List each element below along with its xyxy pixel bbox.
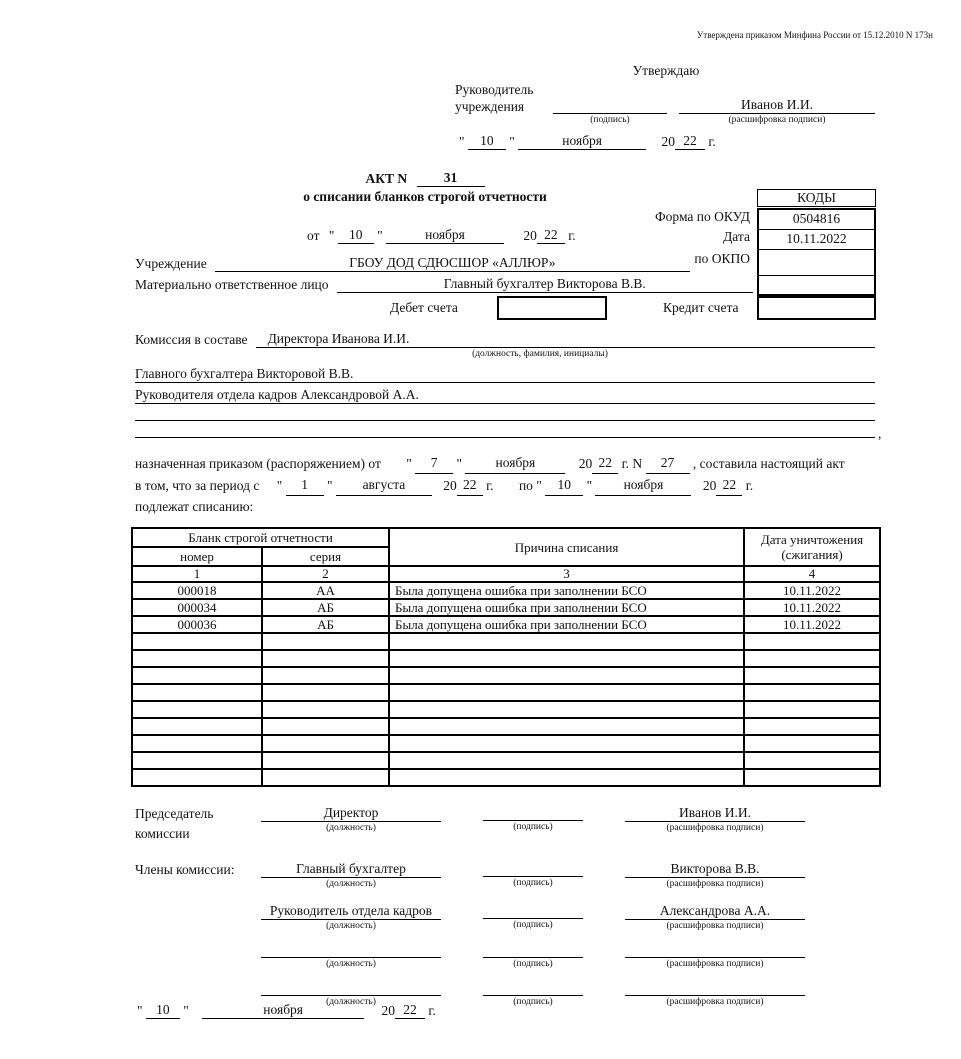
signature-field: (подпись): [483, 860, 583, 893]
act-date-day: 10: [338, 227, 374, 244]
signature-field: (подпись): [483, 804, 583, 844]
period-from-year: 22: [457, 474, 483, 496]
table-row: 000018 АА Была допущена ошибка при заполнении БСО 10.11.2022: [132, 582, 880, 599]
approval-order-note: Утверждена приказом Минфина России от 15.12.2010 N 173н: [696, 30, 933, 40]
name-field: Иванов И.И. (расшифровка подписи): [625, 804, 805, 844]
position-field: Руководитель отдела кадров (должность): [261, 902, 441, 932]
signature-field: (подпись): [483, 902, 583, 932]
col-group-strict-forms: Бланк строгой отчетности: [132, 528, 389, 547]
position-field: (должность): [261, 979, 441, 1008]
act-label: АКТ N: [365, 171, 408, 186]
commission-member-2: Главного бухгалтера Викторовой В.В.: [135, 366, 875, 383]
period-to-year: 22: [716, 474, 742, 496]
order-day: 7: [415, 452, 453, 474]
period-from-day: 1: [286, 474, 324, 496]
writeoff-table: [131, 527, 881, 787]
position-field: (должность): [261, 941, 441, 970]
approve-date-month: ноября: [518, 133, 646, 150]
credit-label: Кредит счета: [663, 300, 739, 315]
responsible-value: Главный бухгалтер Викторова В.В.: [337, 275, 753, 293]
codes-empty-cell: [759, 276, 874, 294]
codes-values: [757, 208, 876, 296]
approve-date-year: 22: [675, 133, 705, 150]
institution-row: [135, 254, 690, 272]
name-caption: (расшифровка подписи): [728, 115, 826, 125]
table-row-empty: [132, 684, 880, 701]
head-name-value: Иванов И.И.: [679, 96, 875, 114]
table-row-empty: [132, 667, 880, 684]
head-signature-field: [553, 97, 667, 126]
member-row: [135, 860, 835, 893]
okpo-label: по ОКПО: [694, 251, 750, 266]
codes-date-value: 10.11.2022: [759, 230, 874, 250]
head-signature-row: [455, 81, 877, 126]
act-date-row: от " 10 " ноября 20 22 г.: [307, 227, 576, 243]
members-label: Члены комиссии:: [135, 862, 235, 877]
okud-label: Форма по ОКУД: [654, 209, 750, 224]
chairman-label: Председатель комиссии: [135, 806, 214, 841]
approve-title: Утверждаю: [632, 63, 700, 78]
col-series: серия: [262, 547, 389, 566]
table-header-row-1: [132, 528, 880, 547]
table-row: 000034 АБ Была допущена ошибка при заполнении БСО 10.11.2022: [132, 599, 880, 616]
name-field: Викторова В.В. (расшифровка подписи): [625, 860, 805, 893]
credit-box: [757, 296, 876, 320]
commission-member-1: Директора Иванова И.И.: [256, 330, 875, 348]
head-signature-line: [553, 97, 667, 114]
act-date-year: 22: [537, 227, 565, 244]
table-row: 000036 АБ Была допущена ошибка при заполнении БСО 10.11.2022: [132, 616, 880, 633]
okud-value: 0504816: [759, 210, 874, 230]
col-reason: Причина списания: [389, 528, 744, 566]
order-line-3: подлежат списанию:: [135, 499, 254, 514]
order-line-2: в том, что за период с " 1 " августа 20 22 г. по " 10 " ноября 20 22 г.: [135, 474, 895, 496]
col-number: номер: [132, 547, 262, 566]
act-subtitle: о списании бланков строгой отчетности: [303, 189, 547, 204]
order-month: ноября: [465, 452, 565, 474]
position-field: Директор (должность): [261, 804, 441, 844]
approval-block: [455, 63, 877, 150]
commission-member-empty-1: [135, 411, 875, 421]
codes-header: КОДЫ: [757, 189, 876, 207]
act-number: 31: [417, 170, 485, 187]
position-field: Главный бухгалтер (должность): [261, 860, 441, 893]
signature-field: (подпись): [483, 941, 583, 970]
period-to-day: 10: [545, 474, 583, 496]
codes-box: [757, 189, 876, 296]
table-row-empty: [132, 650, 880, 667]
member-row: [135, 941, 835, 970]
name-field: (расшифровка подписи): [625, 941, 805, 970]
debit-box: [497, 296, 607, 320]
signature-field: (подпись): [483, 979, 583, 1008]
member-row: [135, 902, 835, 932]
commission-caption: (должность, фамилия, инициалы): [472, 349, 608, 359]
debit-label: Дебет счета: [390, 300, 458, 315]
trailing-comma: ,: [878, 426, 882, 441]
col-destruction-date: Дата уничтожения (сжигания): [744, 528, 880, 566]
commission-row: [135, 330, 875, 348]
table-row-empty: [132, 735, 880, 752]
period-to-month: ноября: [595, 474, 691, 496]
commission-member-empty-2: [135, 428, 875, 438]
order-line-1: назначенная приказом (распоряжением) от " 7 " ноября 20 22 г. N 27 , составила настоящий акт: [135, 452, 895, 474]
head-of-institution-label: Руководитель учреждения: [455, 82, 534, 114]
order-paragraph: [135, 452, 895, 517]
period-from-month: августа: [336, 474, 432, 496]
chairman-row: [135, 804, 835, 844]
footer-date-year: 22: [395, 1002, 425, 1019]
approve-date-day: 10: [468, 133, 506, 150]
institution-label: Учреждение: [135, 256, 207, 271]
table-row-empty: [132, 633, 880, 650]
footer-date: " 10 " ноября 20 22 г.: [137, 1002, 436, 1018]
table-row-empty: [132, 718, 880, 735]
act-date-month: ноября: [386, 227, 504, 244]
table-column-numbers: 1 2 3 4: [132, 566, 880, 582]
head-name-field: [679, 96, 875, 126]
signatures-block: [135, 804, 835, 1017]
responsible-label: Материально ответственное лицо: [135, 277, 329, 292]
order-number: 27: [646, 452, 690, 474]
table-row-empty: [132, 701, 880, 718]
name-field: (расшифровка подписи): [625, 979, 805, 1008]
commission-block: [135, 330, 875, 360]
footer-date-day: 10: [146, 1002, 180, 1019]
date-label: Дата: [723, 229, 750, 244]
table-row-empty: [132, 769, 880, 786]
responsible-row: [135, 275, 753, 293]
name-field: Александрова А.А. (расшифровка подписи): [625, 902, 805, 932]
signature-caption: (подпись): [590, 115, 630, 125]
table-row-empty: [132, 752, 880, 769]
institution-value: ГБОУ ДОД СДЮСШОР «АЛЛЮР»: [215, 254, 690, 272]
order-year: 22: [592, 452, 618, 474]
commission-label: Комиссия в составе: [135, 332, 248, 347]
commission-member-3: Руководителя отдела кадров Александровой А.А.: [135, 387, 875, 404]
footer-date-month: ноября: [202, 1002, 364, 1019]
okpo-value: [759, 250, 874, 276]
approve-date: " 10 " ноября 20 22 г.: [459, 133, 716, 149]
act-title-block: [270, 170, 580, 205]
